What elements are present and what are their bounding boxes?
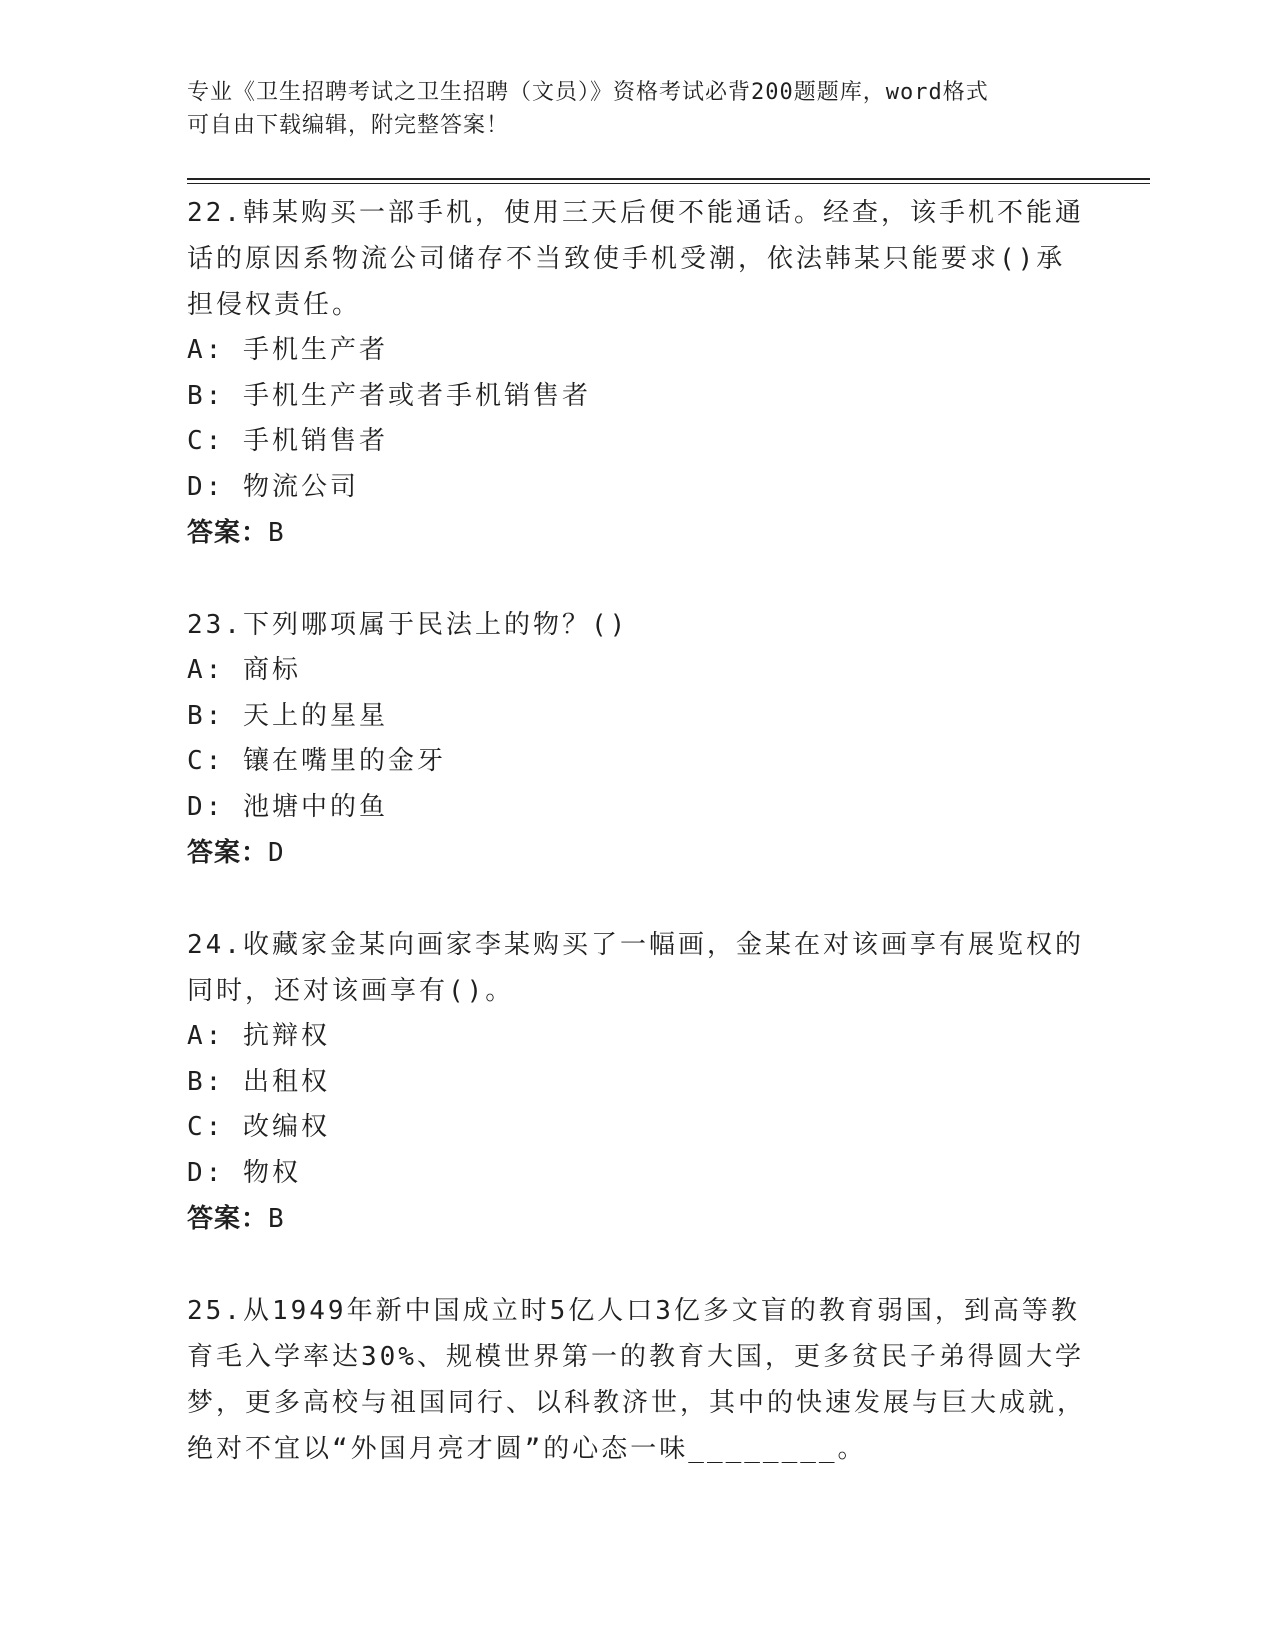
option-c: C: 改编权 [187,1112,330,1142]
question-stem: 24.收藏家金某向画家李某购买了一幅画，金某在对该画享有展览权的同时，还对该画享有()。 [187,930,1084,1006]
question-stem: 25.从1949年新中国成立时5亿人口3亿多文盲的教育弱国，到高等教育毛入学率达30%、规模世界第一的教育大国，更多贫民子弟得圆大学梦，更多高校与祖国同行、以科教济世，其中的快速发展与巨大成就，绝对不宜以“外国月亮才圆”的心态一味________。 [187,1296,1087,1464]
option-a: A: 手机生产者 [187,335,388,365]
document-header [187,76,1067,142]
question-stem: 22.韩某购买一部手机，使用三天后便不能通话。经查，该手机不能通话的原因系物流公司储存不当致使手机受潮，依法韩某只能要求()承担侵权责任。 [187,198,1084,320]
option-a: A: 抗辩权 [187,1021,330,1051]
option-d: D: 物权 [187,1157,301,1188]
question-23 [187,602,1087,876]
option-c: C: 镶在嘴里的金牙 [187,746,446,776]
answer-value: B [268,1204,285,1234]
answer-line [187,1196,1087,1242]
question-22 [187,190,1087,556]
answer-line [187,510,1087,556]
option-b: B: 天上的星星 [187,700,388,731]
question-25 [187,1288,1087,1472]
answer-label: 答案： [187,1204,269,1234]
option-c: C: 手机销售者 [187,426,388,456]
question-24 [187,922,1087,1242]
option-b: B: 手机生产者或者手机销售者 [187,380,591,411]
option-b: B: 出租权 [187,1066,330,1097]
answer-value: B [268,518,285,548]
answer-value: D [268,838,285,868]
option-d: D: 池塘中的鱼 [187,791,388,822]
answer-label: 答案： [187,518,269,548]
answer-label: 答案： [187,838,269,868]
option-a: A: 商标 [187,655,301,685]
question-list [187,190,1087,1518]
option-d: D: 物流公司 [187,471,359,502]
answer-line [187,830,1087,876]
header-divider-thick [187,178,1150,180]
header-line-1: 专业《卫生招聘考试之卫生招聘（文员）》资格考试必背200题题库，word格式 [187,80,989,105]
question-stem: 23.下列哪项属于民法上的物？() [187,610,629,640]
header-divider-thin [187,183,1150,184]
header-line-2: 可自由下载编辑，附完整答案！ [187,113,510,138]
